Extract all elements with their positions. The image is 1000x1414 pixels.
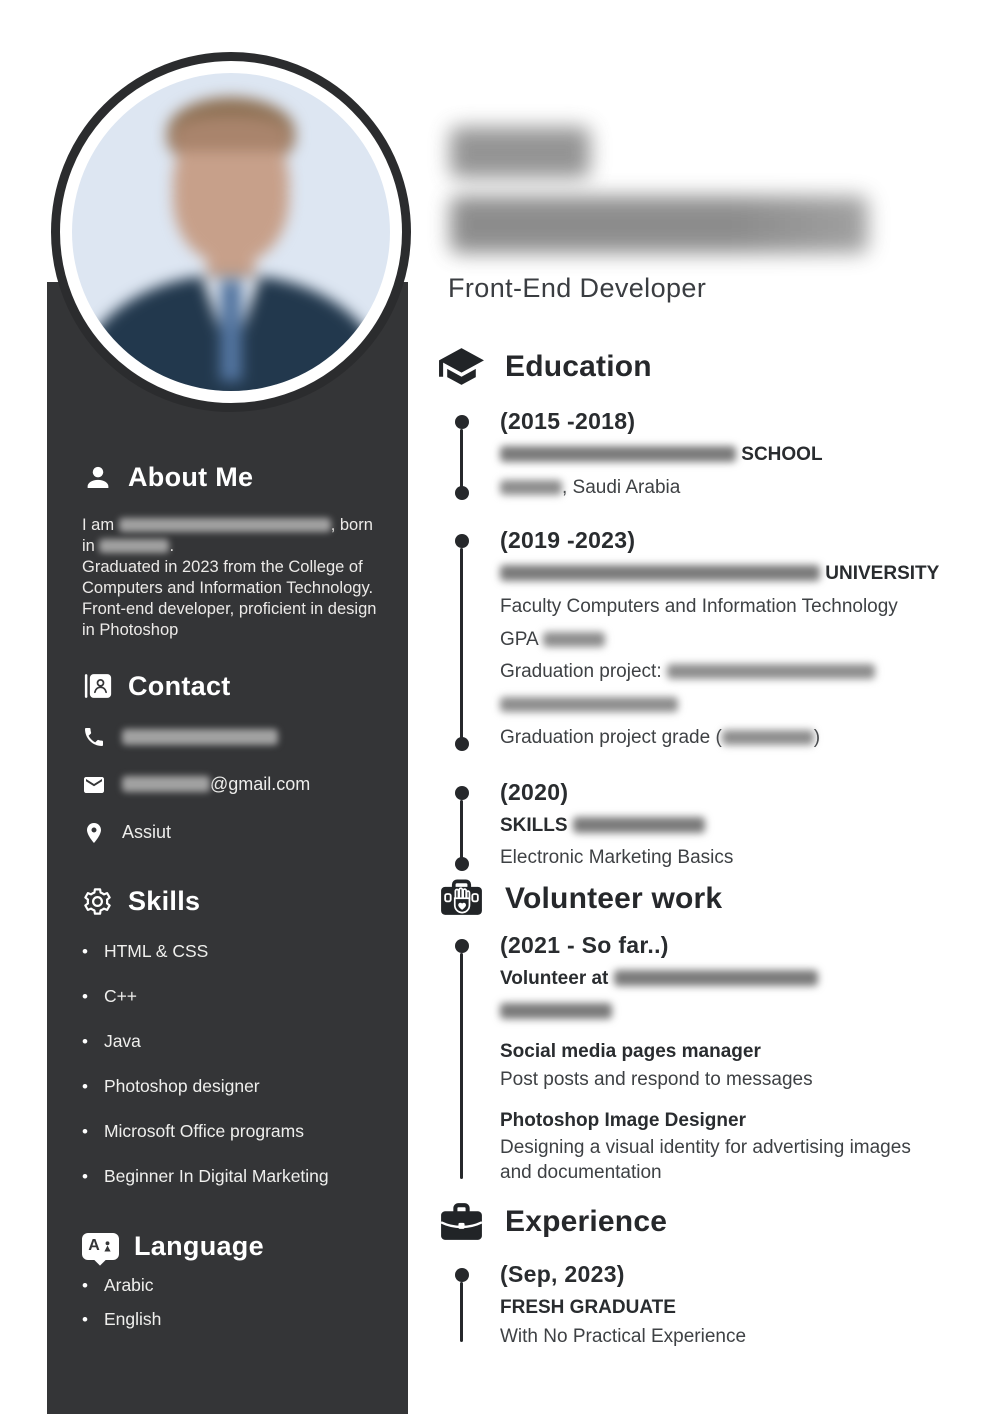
about-line2-prefix: in <box>82 536 95 555</box>
redacted-name <box>119 518 331 532</box>
volunteer-at-line: Volunteer at <box>500 967 1000 992</box>
skill-item: • C++ <box>82 985 138 1006</box>
timeline-entry-volunteer <box>452 932 1000 1186</box>
skills-section <box>82 886 382 1187</box>
about-paragraph-3: Front-end developer, proficient in design in Photoshop <box>82 599 377 639</box>
timeline-dot <box>455 737 469 751</box>
redacted-project-title-2 <box>500 697 678 712</box>
volunteer-header <box>437 874 1000 923</box>
contact-section <box>82 671 382 846</box>
redacted-school-name <box>500 446 736 462</box>
about-paragraph-2: Graduated in 2023 from the College of Computers and Information Technology. <box>82 557 374 597</box>
location-row <box>82 820 382 846</box>
translate-icon: A <box>82 1231 119 1262</box>
redacted-project-title <box>667 664 875 679</box>
grade-line: Graduation project grade ( ) <box>500 726 821 748</box>
blurred-portrait <box>72 73 390 391</box>
redacted-organization <box>614 970 818 986</box>
bullet: • <box>82 1309 88 1329</box>
volunteer-hand-heart-icon <box>437 874 486 923</box>
course-name-line: Electronic Marketing Basics <box>500 847 734 869</box>
timeline-dot <box>455 486 469 500</box>
period-label: (2020) <box>500 778 569 805</box>
period-label: (2019 -2023) <box>500 527 636 554</box>
redacted-gpa <box>543 632 605 647</box>
skill-item: • HTML & CSS <box>82 940 209 961</box>
bullet: • <box>82 1275 88 1295</box>
email-text <box>122 774 310 795</box>
language-heading: Language <box>134 1230 264 1261</box>
role-description: Designing a visual identity for advertising images and documentation <box>500 1137 911 1184</box>
experience-heading: Experience <box>505 1204 668 1238</box>
role-title: Front-End Developer <box>448 273 707 303</box>
redacted-full-name <box>450 196 868 253</box>
contact-header <box>82 671 382 702</box>
about-line2-suffix: . <box>169 536 175 555</box>
volunteer-role <box>500 1040 1000 1092</box>
school-location-line: , Saudi Arabia <box>500 476 1000 501</box>
skill-item: • Beginner In Digital Marketing <box>82 1165 329 1186</box>
volunteer-role <box>500 1109 1000 1186</box>
about-intro-prefix: I am <box>82 516 115 534</box>
project-line-2 <box>500 693 1000 718</box>
bullet: • <box>82 1121 88 1141</box>
skill-item: • Photoshop designer <box>82 1075 260 1096</box>
language-item: • Arabic <box>82 1274 154 1295</box>
redacted-organization-2 <box>500 1003 612 1019</box>
experience-title: FRESH GRADUATE <box>500 1297 676 1318</box>
school-line: SCHOOL <box>500 443 1000 468</box>
education-section <box>452 342 1000 871</box>
skill-item: • Microsoft Office programs <box>82 1120 304 1141</box>
gear-icon <box>82 886 113 917</box>
person-icon <box>82 462 113 493</box>
gpa-line: GPA <box>500 628 1000 653</box>
redacted-birthplace <box>99 539 169 553</box>
period-label: (Sep, 2023) <box>500 1261 625 1287</box>
experience-description: With No Practical Experience <box>500 1325 747 1347</box>
briefcase-icon <box>437 1197 486 1246</box>
location-pin-icon <box>82 821 106 845</box>
contact-book-icon <box>82 671 113 702</box>
experience-section <box>452 1197 1000 1349</box>
profile-photo <box>72 73 390 391</box>
redacted-first-name <box>450 127 590 178</box>
email-domain: @gmail.com <box>210 774 311 795</box>
location-text: Assiut <box>122 822 172 843</box>
about-intro-suffix: , born <box>330 516 373 534</box>
redacted-city <box>500 480 562 495</box>
skills-list <box>82 941 382 1187</box>
mail-icon <box>82 773 106 797</box>
timeline-entry-course <box>452 779 1000 871</box>
role-title: Photoshop Image Designer <box>500 1109 746 1131</box>
volunteer-section <box>452 874 1000 1186</box>
project-line: Graduation project: <box>500 660 1000 685</box>
about-section <box>82 462 382 641</box>
skills-header <box>82 886 382 917</box>
language-item: • English <box>82 1308 162 1329</box>
redacted-email-user <box>122 776 210 792</box>
skills-heading: Skills <box>128 885 201 916</box>
language-header <box>82 1231 382 1262</box>
email-row <box>82 772 382 798</box>
redacted-course-source <box>573 817 705 833</box>
timeline-dot <box>455 857 469 871</box>
language-list <box>82 1275 382 1330</box>
role-title: Social media pages manager <box>500 1041 761 1063</box>
sidebar <box>47 282 408 1414</box>
graduation-cap-icon <box>437 342 486 391</box>
phone-icon <box>82 725 106 749</box>
faculty-line: Faculty Computers and Information Technology <box>500 596 898 618</box>
about-header <box>82 462 382 493</box>
skills-course-line: SKILLS <box>500 814 1000 839</box>
volunteer-heading: Volunteer work <box>505 881 723 915</box>
timeline-entry-experience <box>452 1261 1000 1349</box>
education-header <box>437 342 1000 391</box>
phone-row <box>82 724 382 750</box>
experience-header <box>437 1197 1000 1246</box>
profile-photo-ring <box>51 52 411 412</box>
language-section <box>82 1231 382 1330</box>
timeline-entry-school <box>452 408 1000 500</box>
about-text <box>82 515 382 641</box>
contact-heading: Contact <box>128 670 231 701</box>
education-heading: Education <box>505 349 652 383</box>
about-heading: About Me <box>128 462 254 492</box>
redacted-phone-number <box>122 729 278 745</box>
timeline-entry-university <box>452 527 1000 750</box>
volunteer-at-line-2 <box>500 1000 1000 1025</box>
bullet: • <box>82 941 88 961</box>
bullet: • <box>82 1166 88 1186</box>
bullet: • <box>82 1031 88 1051</box>
role-description: Post posts and respond to messages <box>500 1069 813 1091</box>
university-line: UNIVERSITY <box>500 562 1000 587</box>
redacted-grade <box>722 730 814 745</box>
period-label: (2015 -2018) <box>500 408 636 434</box>
redacted-university-name <box>500 565 820 581</box>
skill-item: • Java <box>82 1030 141 1051</box>
bullet: • <box>82 1076 88 1096</box>
period-label: (2021 - So far..) <box>500 932 669 958</box>
bullet: • <box>82 986 88 1006</box>
